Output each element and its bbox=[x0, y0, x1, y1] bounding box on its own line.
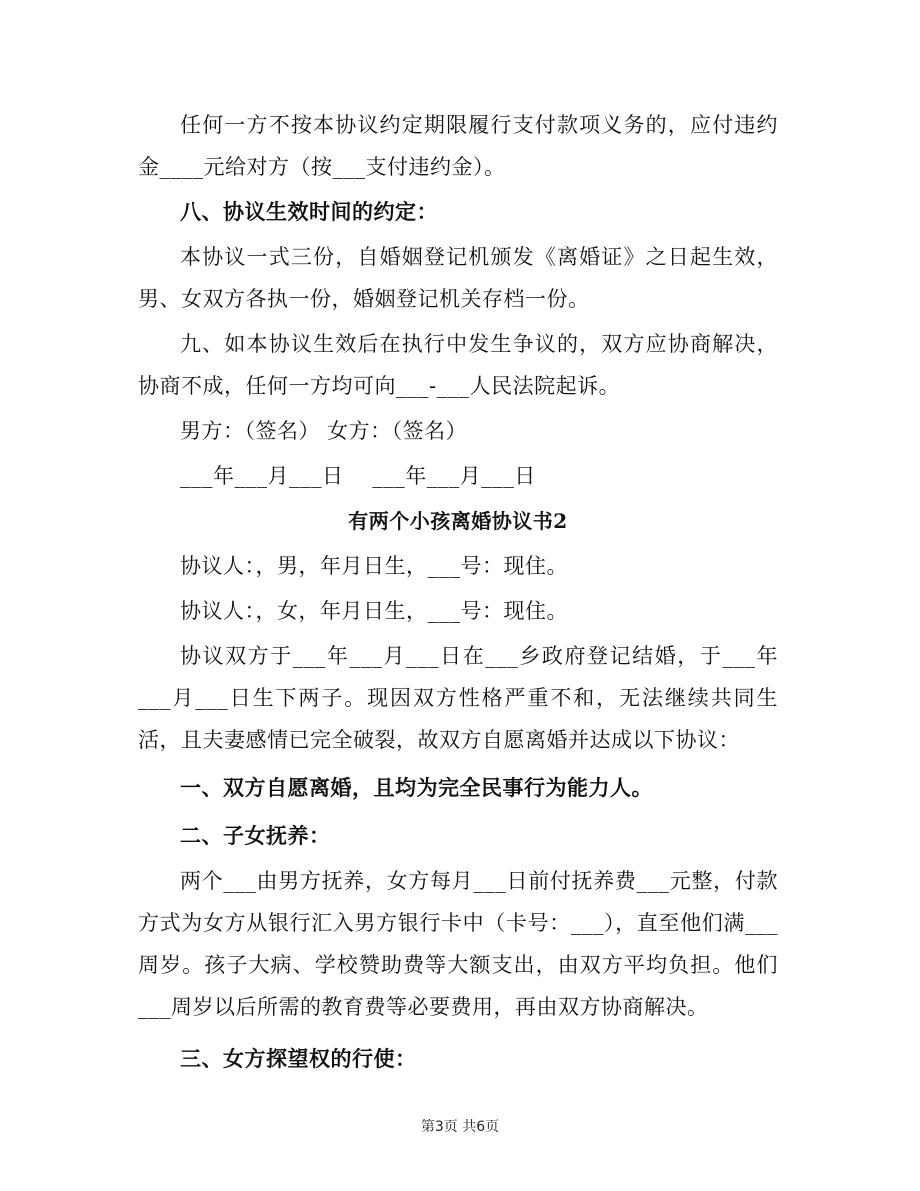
party-female: 协议人：，女，年月日生，___号：现住。 bbox=[180, 599, 568, 623]
clause-2-heading: 二、子女抚养： bbox=[180, 823, 331, 848]
party-male: 协议人：，男，年月日生，___号：现住。 bbox=[180, 554, 568, 578]
heading-effective-time: 八、协议生效时间的约定： bbox=[180, 199, 438, 224]
date-line: ___年___月___日 ___年___月___日 bbox=[180, 464, 536, 488]
paragraph-dispute: 九、如本协议生效后在执行中发生争议的，双方应协商解决，协商不成，任何一方均可向___-___人民法院起诉。 bbox=[138, 332, 778, 398]
section-title: 有两个小孩离婚协议书2 bbox=[348, 509, 568, 533]
paragraph-penalty: 任何一方不按本协议约定期限履行支付款项义务的，应付违约金____元给对方（按___支付违约金）。 bbox=[138, 113, 778, 179]
paragraph-marriage: 协议双方于___年___月___日在___乡政府登记结婚，于___年___月___日生下两子。现因双方性格严重不和，无法继续共同生活，且夫妻感情已完全破裂，故双方自愿离婚并达成以下协议： bbox=[138, 644, 778, 752]
clause-1-heading: 一、双方自愿离婚，且均为完全民事行为能力人。 bbox=[180, 775, 653, 800]
document-body bbox=[138, 104, 778, 1083]
signature-line: 男方：（签名） 女方：（签名） bbox=[180, 419, 468, 443]
paragraph-child-support: 两个___由男方抚养，女方每月___日前付抚养费___元整，付款方式为女方从银行汇入男方银行卡中（卡号：___），直至他们满___周岁。孩子大病、学校赞助费等大额支出，由双方平均负担。他们___周岁以后所需的教育费等必要费用，再由双方协商解决。 bbox=[138, 869, 778, 1019]
clause-3-heading: 三、女方探望权的行使： bbox=[180, 1046, 417, 1071]
paragraph-copies: 本协议一式三份，自婚姻登记机颁发《离婚证》之日起生效，男、女双方各执一份，婚姻登记机关存档一份。 bbox=[138, 245, 778, 311]
page-footer: 第3页 共6页 bbox=[420, 1119, 500, 1135]
